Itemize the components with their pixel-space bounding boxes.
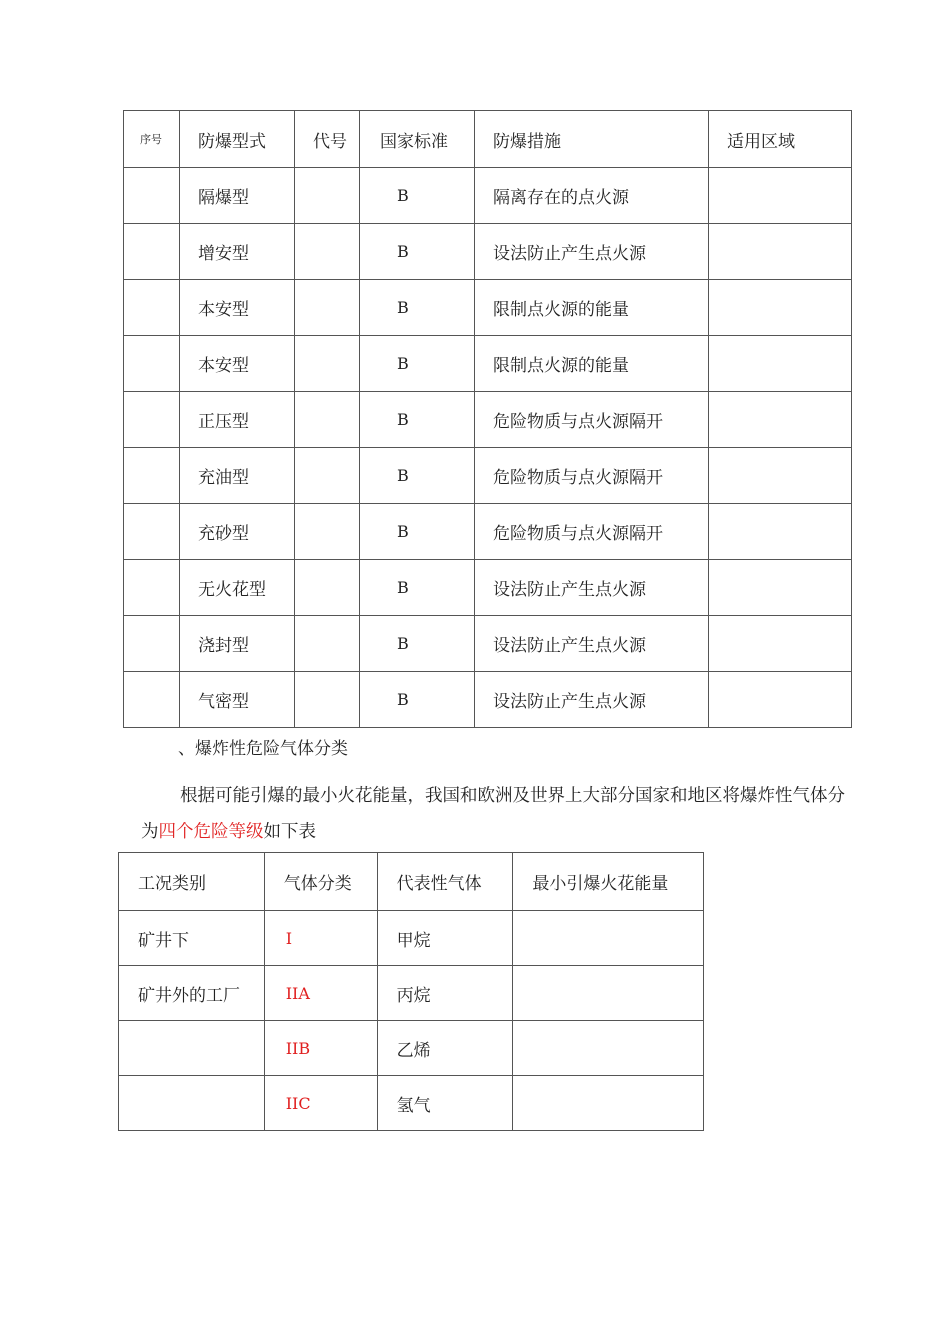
paragraph-highlight: 四个危险等级 xyxy=(158,822,264,842)
cell-condition xyxy=(119,1076,265,1131)
cell-condition xyxy=(119,1021,265,1076)
table-row xyxy=(124,280,852,336)
cell-condition: 矿井外的工厂 xyxy=(119,966,265,1021)
explosion-proof-types-table xyxy=(123,110,852,728)
cell-measure: 限制点火源的能量 xyxy=(475,336,709,392)
cell-seq xyxy=(124,336,180,392)
cell-area xyxy=(709,168,852,224)
table-row xyxy=(124,560,852,616)
cell-type: 本安型 xyxy=(180,280,295,336)
cell-type: 充砂型 xyxy=(180,504,295,560)
table-row xyxy=(119,1076,704,1131)
cell-measure: 危险物质与点火源隔开 xyxy=(475,392,709,448)
header-representative-gas: 代表性气体 xyxy=(377,853,513,911)
cell-code xyxy=(295,672,360,728)
cell-standard: B xyxy=(360,280,475,336)
cell-area xyxy=(709,504,852,560)
cell-seq xyxy=(124,616,180,672)
cell-standard: B xyxy=(360,504,475,560)
header-min-ignition-energy: 最小引爆火花能量 xyxy=(513,853,704,911)
cell-type: 增安型 xyxy=(180,224,295,280)
cell-code xyxy=(295,504,360,560)
header-standard: 国家标准 xyxy=(360,111,475,168)
cell-measure: 危险物质与点火源隔开 xyxy=(475,504,709,560)
cell-energy xyxy=(513,1076,704,1131)
cell-seq xyxy=(124,280,180,336)
table-row xyxy=(124,168,852,224)
cell-measure: 隔离存在的点火源 xyxy=(475,168,709,224)
header-condition: 工况类别 xyxy=(119,853,265,911)
cell-gas-class: IIB xyxy=(264,1021,377,1076)
cell-type: 隔爆型 xyxy=(180,168,295,224)
table-row xyxy=(119,1021,704,1076)
table-row xyxy=(124,224,852,280)
cell-area xyxy=(709,448,852,504)
cell-measure: 限制点火源的能量 xyxy=(475,280,709,336)
cell-code xyxy=(295,280,360,336)
cell-area xyxy=(709,392,852,448)
cell-type: 气密型 xyxy=(180,672,295,728)
header-code: 代号 xyxy=(295,111,360,168)
header-seq: 序号 xyxy=(124,111,180,168)
cell-area xyxy=(709,336,852,392)
table-row xyxy=(124,616,852,672)
table-row xyxy=(124,448,852,504)
cell-energy xyxy=(513,1021,704,1076)
cell-standard: B xyxy=(360,168,475,224)
cell-code xyxy=(295,560,360,616)
cell-gas: 氢气 xyxy=(377,1076,513,1131)
cell-standard: B xyxy=(360,336,475,392)
cell-area xyxy=(709,672,852,728)
cell-code xyxy=(295,168,360,224)
cell-standard: B xyxy=(360,448,475,504)
cell-gas-class: IIC xyxy=(264,1076,377,1131)
cell-measure: 设法防止产生点火源 xyxy=(475,672,709,728)
paragraph-text-after: 如下表 xyxy=(263,822,316,842)
cell-seq xyxy=(124,504,180,560)
cell-area xyxy=(709,616,852,672)
cell-seq xyxy=(124,672,180,728)
cell-energy xyxy=(513,911,704,966)
table-row xyxy=(124,392,852,448)
cell-seq xyxy=(124,560,180,616)
header-area: 适用区域 xyxy=(709,111,852,168)
cell-gas: 乙烯 xyxy=(377,1021,513,1076)
table-header-row xyxy=(119,853,704,911)
cell-code xyxy=(295,392,360,448)
cell-standard: B xyxy=(360,616,475,672)
table-row xyxy=(124,672,852,728)
cell-type: 浇封型 xyxy=(180,616,295,672)
cell-seq xyxy=(124,448,180,504)
cell-standard: B xyxy=(360,560,475,616)
cell-seq xyxy=(124,392,180,448)
header-gas-class: 气体分类 xyxy=(264,853,377,911)
cell-code xyxy=(295,336,360,392)
cell-seq xyxy=(124,168,180,224)
cell-standard: B xyxy=(360,224,475,280)
cell-gas: 丙烷 xyxy=(377,966,513,1021)
header-measure: 防爆措施 xyxy=(475,111,709,168)
section-heading: 、爆炸性危险气体分类 xyxy=(178,739,348,759)
cell-area xyxy=(709,560,852,616)
cell-standard: B xyxy=(360,672,475,728)
cell-condition: 矿井下 xyxy=(119,911,265,966)
cell-code xyxy=(295,224,360,280)
table-row xyxy=(119,911,704,966)
cell-type: 充油型 xyxy=(180,448,295,504)
gas-classification-table xyxy=(118,852,704,1131)
table-row xyxy=(119,966,704,1021)
table-header-row xyxy=(124,111,852,168)
cell-gas-class: I xyxy=(264,911,377,966)
cell-seq xyxy=(124,224,180,280)
cell-code xyxy=(295,448,360,504)
table-row xyxy=(124,336,852,392)
section-paragraph xyxy=(141,778,861,850)
paragraph-text-before: 根据可能引爆的最小火花能量，我国和欧洲及世界上大部分国家和地区将爆炸性气体分为 xyxy=(141,786,845,842)
cell-measure: 设法防止产生点火源 xyxy=(475,224,709,280)
cell-measure: 设法防止产生点火源 xyxy=(475,560,709,616)
table-row xyxy=(124,504,852,560)
cell-area xyxy=(709,280,852,336)
header-type: 防爆型式 xyxy=(180,111,295,168)
cell-type: 本安型 xyxy=(180,336,295,392)
cell-type: 正压型 xyxy=(180,392,295,448)
cell-type: 无火花型 xyxy=(180,560,295,616)
cell-gas: 甲烷 xyxy=(377,911,513,966)
cell-measure: 设法防止产生点火源 xyxy=(475,616,709,672)
cell-code xyxy=(295,616,360,672)
cell-area xyxy=(709,224,852,280)
cell-gas-class: IIA xyxy=(264,966,377,1021)
cell-standard: B xyxy=(360,392,475,448)
cell-energy xyxy=(513,966,704,1021)
cell-measure: 危险物质与点火源隔开 xyxy=(475,448,709,504)
